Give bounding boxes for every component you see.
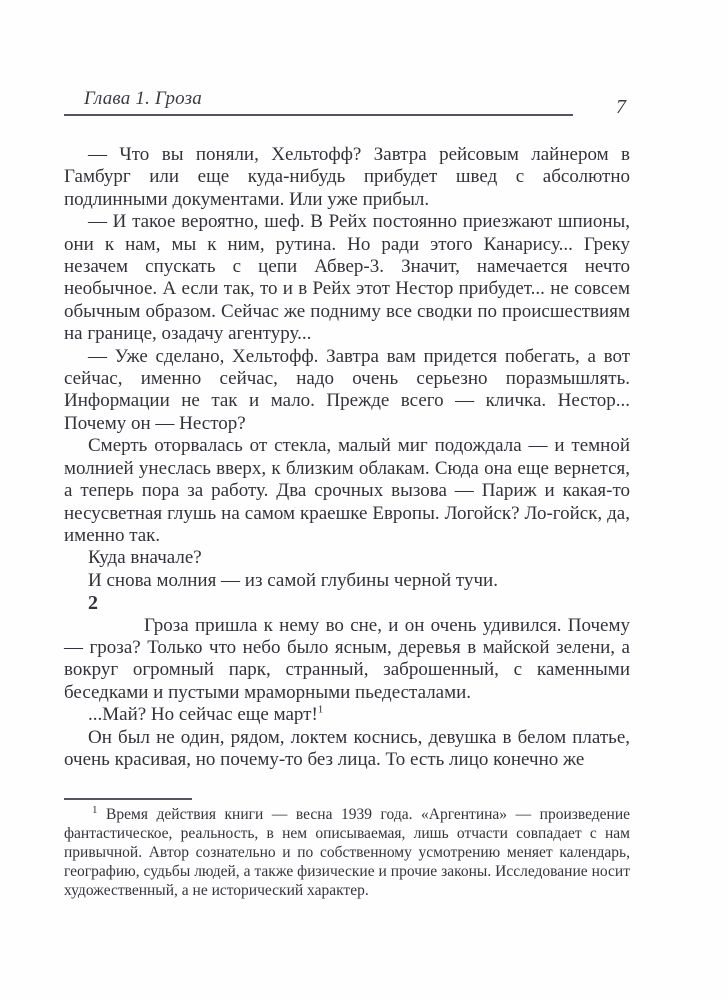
paragraph: — Уже сделано, Хельтофф. Завтра вам придется побегать, а вот сейчас, именно сейчас, надо очень серьезно поразмышлять. Информации не так и мало. Прежде всего — кличка. Нестор... Почему он — Нестор? <box>64 345 630 434</box>
footnote-body: Время действия книги — весна 1939 года. «Аргентина» — произведение фантастическое, реальность, в нем описываемая, лишь отчасти совпадает с нам привычной. Автор сознательно и по собственному усмотрению меняет календарь, географию, судьбы людей, а также физические и прочие законы. Исследование носит художественный, а не исторический характер. <box>64 806 630 899</box>
footnote-area <box>64 798 630 900</box>
paragraph: И снова молния — из самой глубины черной тучи. <box>88 569 498 591</box>
paragraph: Он был не один, рядом, локтем коснись, девушка в белом платье, очень красивая, но почему-то без лица. То есть лицо конечно же <box>64 726 630 770</box>
header-rule <box>64 114 573 116</box>
body-text <box>64 144 630 771</box>
footnote-text <box>64 805 630 900</box>
chapter-title: Глава 1. Гроза <box>84 88 202 109</box>
footnote-marker: 1 <box>92 803 98 816</box>
section-number: 2 <box>88 592 98 615</box>
page-number: 7 <box>616 96 626 118</box>
footnote-rule <box>64 798 192 800</box>
paragraph-text: ...Май? Но сейчас еще март! <box>88 704 318 726</box>
paragraph: Смерть оторвалась от стекла, малый миг подождала — и темной молнией унеслась вверх, к близким облакам. Сюда она еще вернется, а теперь пора за работу. Два срочных вызова — Париж и какая-то несусветная глушь на самом краешке Европы. Логойск? Ло-гойск, да, именно так. <box>64 435 630 546</box>
paragraph: Гроза пришла к нему во сне, и он очень удивился. Почему — гроза? Только что небо было ясным, деревья в майской зелени, а вокруг огромный парк, странный, заброшенный, с каменными беседками и пустыми мраморными пьедесталами. <box>64 614 630 703</box>
paragraph: — И такое вероятно, шеф. В Рейх постоянно приезжают шпионы, они к нам, мы к ним, рутина. Но ради этого Канарису... Греку незачем спускать с цепи Абвер-3. Значит, намечается нечто необычное. А если так, то и в Рейх этот Нестор прибудет... не совсем обычным образом. Сейчас же подниму все сводки по происшествиям на границе, озадачу агентуру... <box>64 211 630 345</box>
running-header <box>64 88 630 110</box>
paragraph <box>64 704 630 726</box>
footnote-reference: 1 <box>317 703 324 716</box>
paragraph: — Что вы поняли, Хельтофф? Завтра рейсовым лайнером в Гамбург или еще куда-нибудь прибудет швед с абсолютно подлинными документами. Или уже прибыл. <box>64 144 630 210</box>
paragraph: Куда вначале? <box>88 547 202 569</box>
